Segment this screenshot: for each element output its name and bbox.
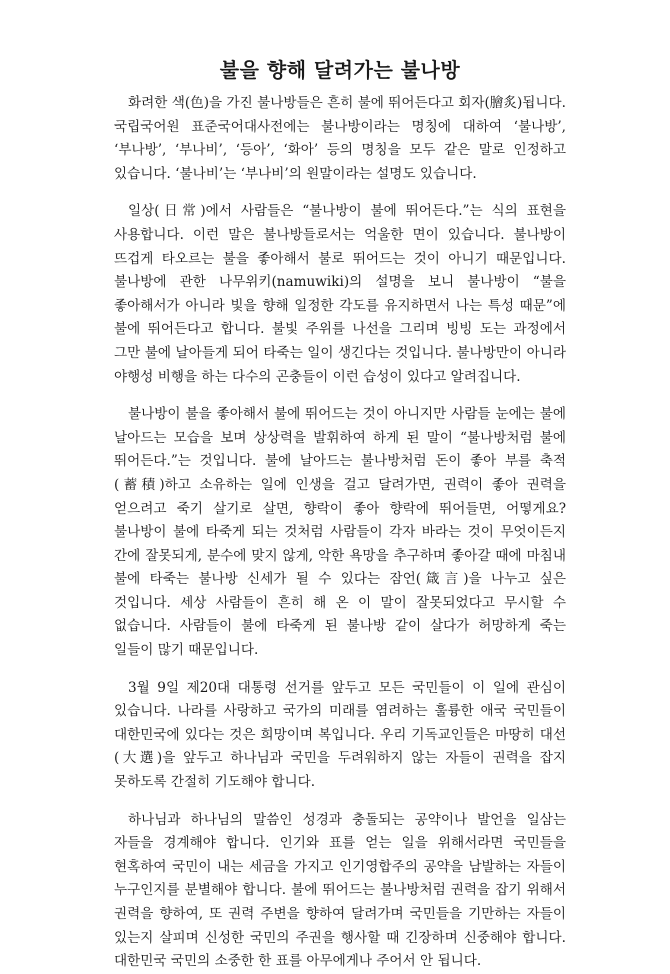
paragraph-3: 불나방이 불을 좋아해서 불에 뛰어드는 것이 아니지만 사람들 눈에는 불에 날아드는 모습을 보며 상상력을 발휘하여 하게 된 말이 “불나방처럼 불에 뛰어든다.”는 것입니다. 불에 날아드는 불나방처럼 돈이 좋아 부를 축적(蓄積)하고 소유하는 일에 인생을 걸고 달려가면, 권력이 좋아 권력을 얻으려고 죽기 살기로 살면, 향락이 좋아 향락에 뛰어들면, 어떻게요? 불나방이 불에 타죽게 되는 것처럼 사람들이 각자 바라는 것이 무엇이든지 간에 잘못되게, 분수에 맞지 않게, 악한 욕망을 추구하며 좋아갈 때에 마침내 불에 타죽는 불나방 신세가 될 수 있다는 잠언(箴言)을 나누고 싶은 것입니다. 세상 사람들이 흔히 해 온 이 말이 잘못되었다고 무시할 수 없습니다. 사람들이 불에 타죽게 된 불나방 같이 살다가 허망하게 죽는 일들이 많기 때문입니다.: [114, 406, 566, 659]
paragraph-2: 일상(日常)에서 사람들은 “불나방이 불에 뛰어든다.”는 식의 표현을 사용합니다. 이런 말은 불나방들로서는 억울한 면이 있습니다. 불나방이 뜨겁게 타오르는 불을 좋아해서 불로 뛰어드는 것이 아니기 때문입니다. 불나방에 관한 나무위키(namuwiki)의 설명을 보니 불나방이 “불을 좋아해서가 아니라 빛을 향해 일정한 각도를 유지하면서 나는 특성 때문”에 불에 뛰어든다고 합니다. 불빛 주위를 나선을 그리며 빙빙 도는 과정에서 그만 불에 날아들게 되어 타죽는 일이 생긴다는 것입니다. 불나방만이 아니라 야행성 비행을 하는 다수의 곤충들이 이런 습성이 있다고 알려집니다.: [114, 203, 566, 385]
document-title: 불을 향해 달려가는 불나방: [219, 58, 461, 82]
paragraph-1: 화려한 색(色)을 가진 불나방들은 흔히 불에 뛰어든다고 회자(膾炙)됩니다. 국립국어원 표준국어대사전에는 불나방이라는 명칭에 대하여 ‘불나방’, ‘부나방’, ‘부나비’, ‘등아’, ‘화아’ 등의 명칭을 모두 같은 말로 인정하고 있습니다. ‘불나비’는 ‘부나비’의 원말이라는 설명도 있습니다.: [114, 95, 566, 182]
paragraph-5: 하나님과 하나님의 말씀인 성경과 충돌되는 공약이나 발언을 일삼는 자들을 경계해야 합니다. 인기와 표를 얻는 일을 위해서라면 국민들을 현혹하여 국민이 내는 세금을 가지고 인기영합주의 공약을 남발하는 자들이 누구인지를 분별해야 합니다. 불에 뛰어드는 불나방처럼 권력을 잡기 위해서 권력을 향하여, 또 권력 주변을 향하여 달려가며 국민들을 기만하는 자들이 있는지 살피며 신성한 국민의 주권을 행사할 때 긴장하며 신중해야 합니다. 대한민국 국민의 소중한 한 표를 아무에게나 주어서 안 됩니다.: [114, 811, 566, 970]
paragraph-4: 3월 9일 제20대 대통령 선거를 앞두고 모든 국민들이 이 일에 관심이 있습니다. 나라를 사랑하고 국가의 미래를 염려하는 훌륭한 애국 국민들이 대한민국에 있다는 것은 희망이며 복입니다. 우리 기독교인들은 마땅히 대선(大選)을 앞두고 하나님과 국민을 두려워하지 않는 자들이 권력을 잡지 못하도록 간절히 기도해야 합니다.: [114, 679, 566, 791]
